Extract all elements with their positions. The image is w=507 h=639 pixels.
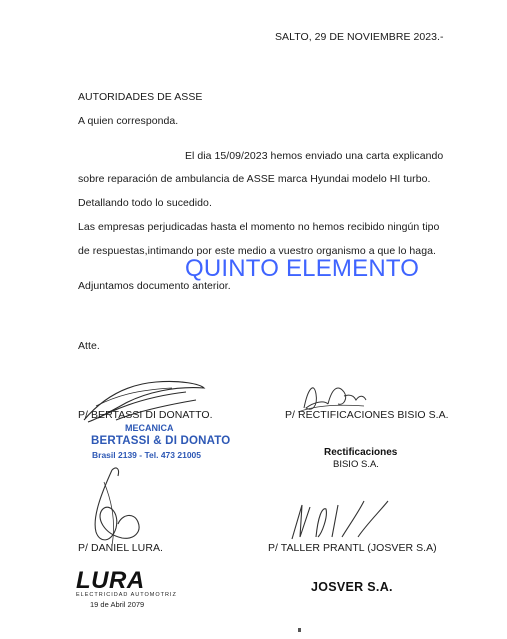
- body-line-3: Detallando todo lo sucedido.: [78, 197, 212, 209]
- addressee: AUTORIDADES DE ASSE: [78, 91, 203, 103]
- lura-signature: [82, 462, 152, 552]
- scan-mark: [298, 628, 301, 632]
- josver-stamp: JOSVER S.A.: [311, 580, 393, 594]
- bisio-stamp-line1: Rectificaciones: [324, 447, 398, 458]
- date-line: SALTO, 29 DE NOVIEMBRE 2023.-: [275, 31, 444, 43]
- bertassi-stamp-line1: MECANICA: [125, 423, 174, 433]
- signatory-bisio: P/ RECTIFICACIONES BISIO S.A.: [285, 409, 449, 421]
- bertassi-stamp-line3: Brasil 2139 - Tel. 473 21005: [92, 450, 202, 460]
- body-line-4: Las empresas perjudicadas hasta el momento no hemos recibido ningún tipo: [78, 221, 440, 233]
- lura-logo-text: LURA: [76, 567, 145, 594]
- josver-signature: [288, 497, 398, 547]
- lura-stamp-line1: ELECTRICIDAD AUTOMOTRIZ: [76, 592, 177, 598]
- body-line-5: de respuestas,intimando por este medio a vuestro organismo a que lo haga.: [78, 245, 436, 257]
- signatory-lura: P/ DANIEL LURA.: [78, 542, 163, 554]
- body-line-1: El dia 15/09/2023 hemos enviado una carta explicando: [185, 150, 444, 162]
- closing: Atte.: [78, 340, 100, 352]
- lura-logo: [76, 567, 145, 595]
- bisio-stamp-line2: BISIO S.A.: [333, 459, 379, 470]
- body-line-2: sobre reparación de ambulancia de ASSE marca Hyundai modelo HI turbo.: [78, 173, 431, 185]
- watermark: QUINTO ELEMENTO: [185, 255, 420, 282]
- body-line-6: Adjuntamos documento anterior.: [78, 280, 231, 292]
- signatory-bertassi: P/ BERTASSI DI DONATTO.: [78, 409, 213, 421]
- bertassi-stamp-line2: BERTASSI & DI DONATO: [91, 435, 231, 447]
- salutation: A quien corresponda.: [78, 115, 179, 127]
- lura-stamp-line2: 19 de Abril 2079: [90, 600, 145, 609]
- signatory-josver: P/ TALLER PRANTL (JOSVER S.A): [268, 542, 437, 554]
